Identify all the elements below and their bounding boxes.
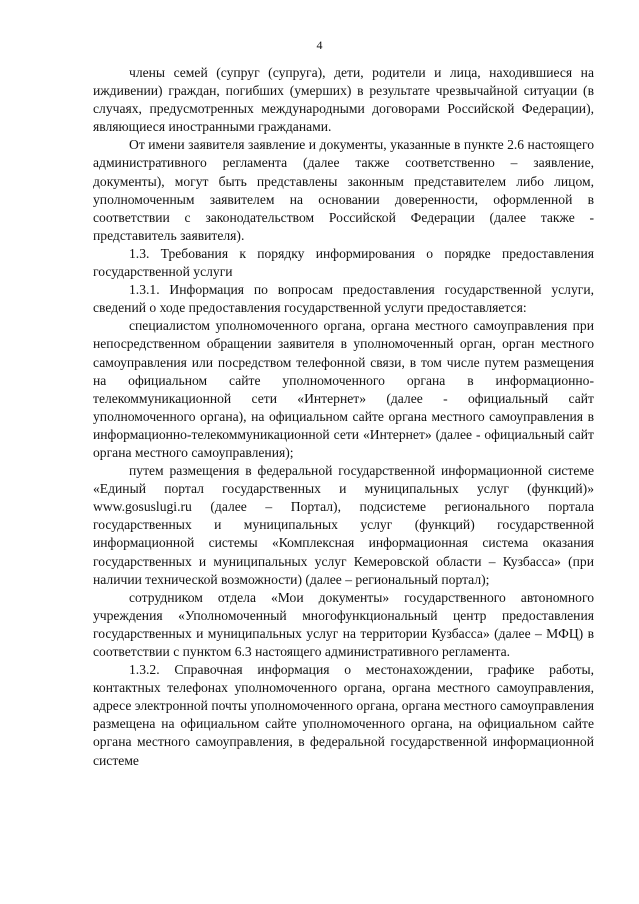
document-body [93, 64, 594, 770]
section-heading-1-3: 1.3. Требования к порядку информирования о порядке предоставления государственной услуги [93, 245, 594, 280]
paragraph-portal: путем размещения в федеральной государственной информационной системе «Единый портал государственных и муниципальных услуг (функций)» www.gosuslugi.ru (далее – Портал), подсистеме регионального портала государственных и муниципальных услуг (функций) государственной информационной системы «Комплексная информационная система оказания государственных и муниципальных услуг Кемеровской области – Кузбасса» (при наличии технической возможности) (далее – региональный портал); [93, 463, 594, 587]
page-number: 4 [316, 38, 323, 52]
paragraph-1-3-1: 1.3.1. Информация по вопросам предоставления государственной услуги, сведений о ходе предоставления государственной услуги предоставляется: [93, 282, 594, 316]
paragraph-representative: От имени заявителя заявление и документы, указанные в пункте 2.6 настоящего административного регламента (далее также соответственно – заявление, документы), могут быть представлены законным представителем либо лицом, уполномоченным заявителем на основании доверенности, оформленной в соответствии с законодательством Российской Федерации (далее также - представитель заявителя). [93, 137, 594, 243]
paragraph-family-members: члены семей (супруг (супруга), дети, родители и лица, находившиеся на иждивении) граждан, погибших (умерших) в результате чрезвычайной ситуации (в случаях, предусмотренных международными договорами Российской Федерации), являющиеся иностранными гражданами. [93, 65, 594, 135]
paragraph-mfc: сотрудником отдела «Мои документы» государственного автономного учреждения «Уполномоченный многофункциональный центр предоставления государственных и муниципальных услуг на территории Кузбасса» (далее – МФЦ) в соответствии с пунктом 6.3 настоящего административного регламента. [93, 589, 594, 659]
paragraph-specialist: специалистом уполномоченного органа, органа местного самоуправления при непосредственном обращении заявителя в уполномоченный орган, орган местного самоуправления или посредством телефонной связи, в том числе путем размещения на официальном сайте уполномоченного органа в информационно-телекоммуникационной сети «Интернет» (далее - официальный сайт уполномоченного органа), на официальном сайте органа местного самоуправления в информационно-телекоммуникационной сети «Интернет» (далее - официальный сайт органа местного самоуправления); [93, 318, 594, 460]
paragraph-1-3-2: 1.3.2. Справочная информация о местонахождении, графике работы, контактных телефонах уполномоченного органа, органа местного самоуправления, адресе электронной почты уполномоченного органа, органа местного самоуправления размещена на официальном сайте уполномоченного органа, на официальном сайте органа местного самоуправления, в федеральной государственной информационной системе [93, 662, 594, 768]
